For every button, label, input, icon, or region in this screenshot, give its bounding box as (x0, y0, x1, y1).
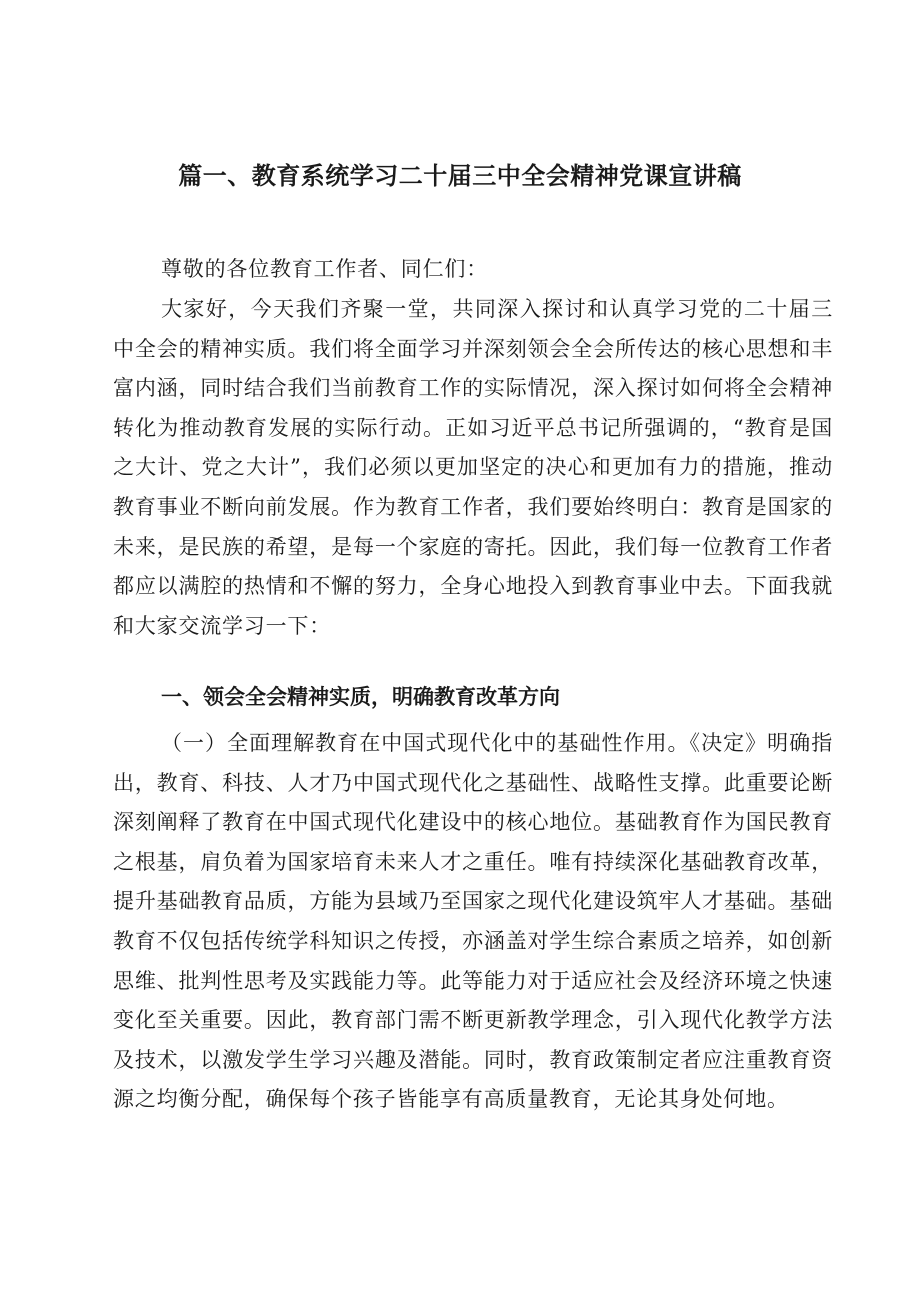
section-1-1-paragraph: （一）全面理解教育在中国式现代化中的基础性作用。《决定》明确指出，教育、科技、人才乃中国式现代化之基础性、战略性支撑。此重要论断深刻阐释了教育在中国式现代化建设中的核心地位。基础教育作为国民教育之根基，肩负着为国家培育未来人才之重任。唯有持续深化基础教育改革，提升基础教育品质，方能为县域乃至国家之现代化建设筑牢人才基础。基础教育不仅包括传统学科知识之传授，亦涵盖对学生综合素质之培养，如创新思维、批判性思考及实践能力等。此等能力对于适应社会及经济环境之快速变化至关重要。因此，教育部门需不断更新教学理念，引入现代化教学方法及技术，以激发学生学习兴趣及潜能。同时，教育政策制定者应注重教育资源之均衡分配，确保每个孩子皆能享有高质量教育，无论其身处何地。 (113, 731, 833, 1112)
section-heading-1: 一、领会全会精神实质，明确教育改革方向 (161, 685, 560, 709)
document-title: 篇一、教育系统学习二十届三中全会精神党课宣讲稿 (178, 162, 742, 190)
intro-paragraph: 大家好，今天我们齐聚一堂，共同深入探讨和认真学习党的二十届三中全会的精神实质。我们将全面学习并深刻领会全会所传达的核心思想和丰富内涵，同时结合我们当前教育工作的实际情况，深入探讨如何将全会精神转化为推动教育发展的实际行动。正如习近平总书记所强调的，“教育是国之大计、党之大计”，我们必须以更加坚定的决心和更加有力的措施，推动教育事业不断向前发展。作为教育工作者，我们要始终明白：教育是国家的未来，是民族的希望，是每一个家庭的寄托。因此，我们每一位教育工作者都应以满腔的热情和不懈的努力，全身心地投入到教育事业中去。下面我就和大家交流学习一下： (113, 297, 833, 638)
salutation-paragraph: 尊敬的各位教育工作者、同仁们： (161, 257, 488, 281)
